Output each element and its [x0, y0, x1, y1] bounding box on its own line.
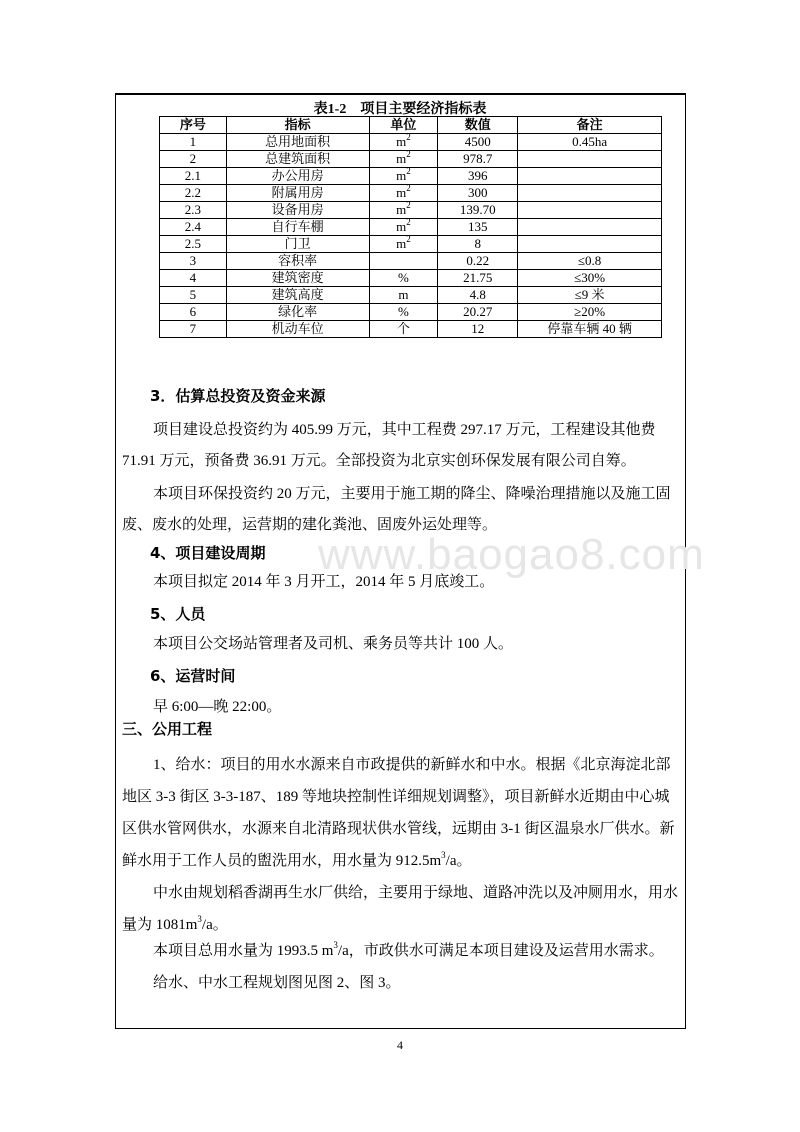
- col-header-indicator: 指标: [226, 117, 369, 134]
- economic-indicators-table: [159, 116, 662, 338]
- cell-note: ≥20%: [518, 304, 662, 321]
- cell-note: [518, 151, 662, 168]
- col-header-no: 序号: [160, 117, 227, 134]
- cell-value: 139.70: [438, 202, 518, 219]
- section-4-para-1: 本项目拟定 2014 年 3 月开工，2014 年 5 月底竣工。: [153, 574, 495, 590]
- cell-indicator: 总用地面积: [226, 134, 369, 151]
- cell-note: ≤0.8: [518, 253, 662, 270]
- table-header-row: [160, 117, 662, 134]
- water-para-2: 中水由规划稻香湖再生水厂供给，主要用于绿地、道路冲洗以及冲厕用水，用水量为 $1081m^3/a$。: [122, 885, 679, 933]
- cell-value: 8: [438, 236, 518, 253]
- cell-no: 2: [160, 151, 227, 168]
- table-row: [160, 185, 662, 202]
- cell-no: 3: [160, 253, 227, 270]
- page-number: 4: [397, 1038, 403, 1052]
- cell-unit: $m^2$: [369, 185, 438, 202]
- cell-value: 135: [438, 219, 518, 236]
- cell-note: 停靠车辆 40 辆: [518, 321, 662, 338]
- cell-unit: $m^2$: [369, 134, 438, 151]
- water-para-1: 1、给水：项目的用水水源来自市政提供的新鲜水和中水。根据《北京海淀北部地区 3-3 街区 3-3-187、189 等地块控制性详细规划调整》，项目新鲜水近期由中心城区供水管网供水，水源来自北清路现状供水管线，远期由 3-1 街区温泉水厂供水。新鲜水用于工作人员的盥洗用水，用水量为 $912.5m^3/a$。: [122, 757, 675, 869]
- cell-unit: $m^2$: [369, 202, 438, 219]
- cell-unit: $m^2$: [369, 151, 438, 168]
- cell-no: 2.2: [160, 185, 227, 202]
- cell-indicator: 建筑高度: [226, 287, 369, 304]
- table-row: [160, 134, 662, 151]
- table-row: [160, 287, 662, 304]
- cell-indicator: 办公用房: [226, 168, 369, 185]
- cell-no: 6: [160, 304, 227, 321]
- cell-note: [518, 168, 662, 185]
- section-3-para-1: 项目建设总投资约为 405.99 万元，其中工程费 297.17 万元，工程建设其他费 71.91 万元，预备费 36.91 万元。全部投资为北京实创环保发展有限公司自筹。: [122, 422, 656, 469]
- cell-indicator: 自行车棚: [226, 219, 369, 236]
- section-6-para-1: 早 6:00—晚 22:00。: [153, 699, 282, 715]
- cell-value: 396: [438, 168, 518, 185]
- table-row: [160, 236, 662, 253]
- cell-value: 20.27: [438, 304, 518, 321]
- table-row: [160, 219, 662, 236]
- cell-note: [518, 219, 662, 236]
- cell-unit: [369, 253, 438, 270]
- cell-note: [518, 236, 662, 253]
- table-row: [160, 151, 662, 168]
- cell-no: 2.1: [160, 168, 227, 185]
- cell-unit: $m^2$: [369, 168, 438, 185]
- cell-value: 300: [438, 185, 518, 202]
- col-header-unit: 单位: [369, 117, 438, 134]
- cell-unit: m: [369, 287, 438, 304]
- watermark: www.baogao8.com: [318, 530, 705, 579]
- cell-no: 4: [160, 270, 227, 287]
- cell-value: 0.22: [438, 253, 518, 270]
- cell-indicator: 容积率: [226, 253, 369, 270]
- cell-indicator: 附属用房: [226, 185, 369, 202]
- cell-no: 1: [160, 134, 227, 151]
- table-row: [160, 168, 662, 185]
- table-caption: 表1-2 项目主要经济指标表: [313, 102, 487, 117]
- table-row: [160, 202, 662, 219]
- cell-no: 2.5: [160, 236, 227, 253]
- cell-indicator: 建筑密度: [226, 270, 369, 287]
- table-row: [160, 304, 662, 321]
- cell-no: 5: [160, 287, 227, 304]
- table-row: [160, 253, 662, 270]
- water-para-4: 给水、中水工程规划图见图 2、图 3。: [153, 975, 401, 991]
- cell-unit: %: [369, 304, 438, 321]
- section-3-para-2: 本项目环保投资约 20 万元，主要用于施工期的降尘、降噪治理措施以及施工固废、废水的处理，运营期的建化粪池、固废外运处理等。: [122, 486, 671, 533]
- section-5-title: 5、人员: [150, 605, 206, 623]
- cell-unit: 个: [369, 321, 438, 338]
- cell-unit: $m^2$: [369, 236, 438, 253]
- cell-no: 7: [160, 321, 227, 338]
- cell-indicator: 机动车位: [226, 321, 369, 338]
- cell-unit: %: [369, 270, 438, 287]
- water-para-3: 本项目总用水量为 1993.5 $m^3/a$，市政供水可满足本项目建设及运营用水需求。: [153, 940, 664, 959]
- cell-indicator: 绿化率: [226, 304, 369, 321]
- col-header-value: 数值: [438, 117, 518, 134]
- cell-note: [518, 202, 662, 219]
- table-row: [160, 321, 662, 338]
- cell-value: 21.75: [438, 270, 518, 287]
- section-6-title: 6、运营时间: [150, 667, 236, 685]
- cell-value: 4.8: [438, 287, 518, 304]
- cell-value: 4500: [438, 134, 518, 151]
- part-3-title: 三、公用工程: [122, 720, 213, 738]
- cell-no: 2.4: [160, 219, 227, 236]
- section-3-title: 3．估算总投资及资金来源: [150, 387, 326, 405]
- cell-indicator: 门卫: [226, 236, 369, 253]
- section-4-title: 4、项目建设周期: [150, 544, 266, 562]
- col-header-note: 备注: [518, 117, 662, 134]
- cell-note: ≤9 米: [518, 287, 662, 304]
- cell-indicator: 总建筑面积: [226, 151, 369, 168]
- cell-indicator: 设备用房: [226, 202, 369, 219]
- section-5-para-1: 本项目公交场站管理者及司机、乘务员等共计 100 人。: [153, 636, 514, 652]
- cell-value: 12: [438, 321, 518, 338]
- cell-no: 2.3: [160, 202, 227, 219]
- cell-note: [518, 185, 662, 202]
- cell-note: ≤30%: [518, 270, 662, 287]
- cell-value: 978.7: [438, 151, 518, 168]
- cell-unit: $m^2$: [369, 219, 438, 236]
- cell-note: 0.45ha: [518, 134, 662, 151]
- table-row: [160, 270, 662, 287]
